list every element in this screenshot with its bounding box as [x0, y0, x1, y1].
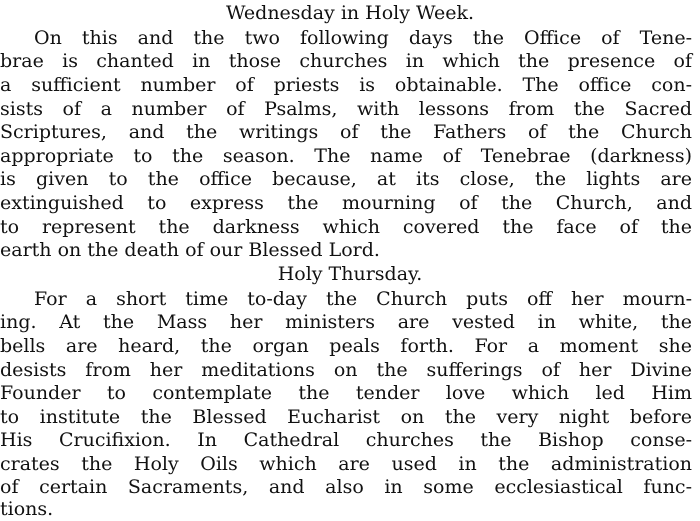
text-line: brae is chanted in those churches in which the presence of — [0, 50, 692, 72]
text-line: For a short time to-day the Church puts off her mourn- — [34, 288, 692, 310]
text-line: ing. At the Mass her ministers are vested in white, the — [0, 311, 692, 333]
text-line: of certain Sacraments, and also in some ecclesiastical func- — [0, 476, 692, 498]
text-line: desists from her meditations on the sufferings of her Divine — [0, 359, 692, 381]
text-line: a sufficient number of priests is obtainable. The office con- — [0, 74, 692, 96]
text-line: appropriate to the season. The name of Tenebrae (darkness) — [0, 145, 692, 167]
text-line: to represent the darkness which covered the face of the — [0, 216, 692, 238]
text-line: is given to the office because, at its close, the lights are — [0, 168, 692, 190]
text-line: earth on the death of our Blessed Lord. — [0, 239, 380, 261]
text-line: Founder to contemplate the tender love which led Him — [0, 382, 692, 404]
section-heading-wednesday: Wednesday in Holy Week. — [225, 2, 475, 24]
text-line: sists of a number of Psalms, with lessons from the Sacred — [0, 98, 692, 120]
text-line: extinguished to express the mourning of the Church, and — [0, 192, 692, 214]
text-line: to institute the Blessed Eucharist on the very night before — [0, 406, 692, 428]
text-line: bells are heard, the organ peals forth. For a moment she — [0, 335, 692, 357]
text-line: His Crucifixion. In Cathedral churches the Bishop conse- — [0, 429, 692, 451]
text-line: crates the Holy Oils which are used in the administration — [0, 453, 692, 475]
text-line: tions. — [0, 498, 54, 520]
text-line: Scriptures, and the writings of the Fathers of the Church — [0, 121, 692, 143]
section-heading-holy-thursday: Holy Thursday. — [277, 263, 423, 285]
text-line: On this and the two following days the Office of Tene- — [34, 27, 692, 49]
